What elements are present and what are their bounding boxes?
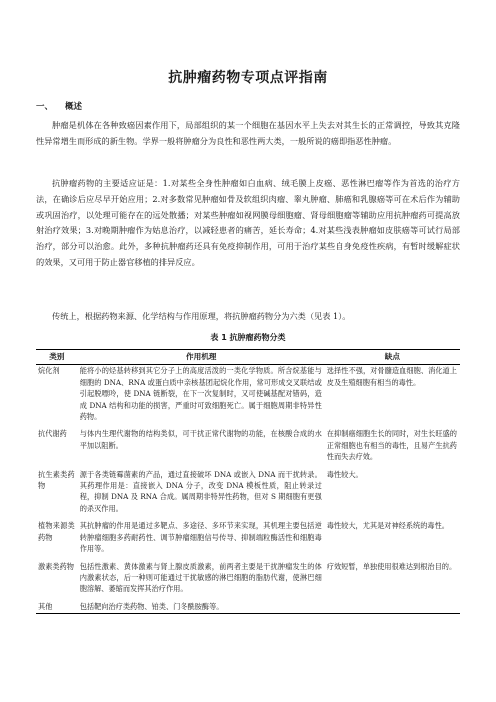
table-row: [36, 428, 460, 468]
cell-mechanism: 包括靶向治疗类药物、铂类、门冬酰胺酶等。: [78, 601, 325, 614]
cell-category: 抗代谢药: [38, 429, 67, 439]
section-title: 概述: [65, 102, 83, 112]
cell-mechanism: 与体内生理代谢物的结构类似，可干扰正常代谢物的功能，在核酸合成的水平加以阻断。: [79, 429, 322, 450]
table-row: [36, 365, 460, 429]
header-category: 类别: [36, 350, 78, 365]
table-caption: 表 1 抗肿瘤药物分类: [210, 333, 286, 342]
table-row: [36, 520, 460, 560]
header-mechanism: 作用机理: [78, 350, 325, 365]
cell-drawback: 选择性不强，对骨髓造血细胞、消化道上皮及生殖细胞有相当的毒性。: [326, 366, 457, 387]
table-row: [36, 601, 460, 614]
cell-mechanism: 其抗肿瘤的作用是通过多靶点、多途径、多环节来实现，其机理主要包括逆转肿瘤细胞多药耐药性、调节肿瘤细胞信号传导、抑制端粒酶活性和细胞毒作用等。: [79, 521, 322, 554]
drug-classification-table: [36, 349, 460, 614]
table-row: [36, 561, 460, 601]
paragraph-overview: 肿瘤是机体在各种致癌因素作用下，局部组织的某一个细胞在基因水平上失去对其生长的正常调控，导致其克隆性异常增生而形成的新生物。学界一般将肿瘤分为良性和恶性两大类，一般所说的癌即指恶性肿瘤。: [36, 120, 460, 146]
cell-mechanism: 源于各类链霉菌素的产品，通过直接破坏 DNA 或嵌入 DNA 而干扰转录。其药理作用是：直接嵌入 DNA 分子，改变 DNA 模板性质，阻止转录过程，抑制 DNA 及 RNA 合成。属周期非特异性药物，但对 S 期细胞有更强的杀灭作用。: [79, 469, 322, 513]
section-heading: [36, 101, 82, 113]
table-header-row: [36, 350, 460, 365]
cell-category: 其他: [36, 601, 78, 614]
cell-drawback: 毒性较大。: [326, 469, 363, 479]
cell-mechanism: 包括性激素、黄体激素与肾上腺皮质激素，前两者主要是干扰肿瘤发生的体内激素状态，后一种则可能通过干扰敏感的淋巴细胞的脂肪代谢，使淋巴细胞溶解、萎缩而发挥其治疗作用。: [79, 561, 322, 594]
cell-drawback: 疗效短暂，单独使用很难达到根治目的。: [326, 561, 457, 571]
cell-mechanism: 能将小的烃基转移到其它分子上的高度活泼的一类化学物质。所含烷基能与细胞的 DNA、RNA 或蛋白质中亲核基团起烷化作用，常可形成交叉联结或引起脱嘌呤，使 DNA 链断裂，在下一次复制时，又可使碱基配对错码，造成 DNA 结构和功能的损害，严重时可致细胞死亡。属于细胞周期非特异性药物。: [79, 366, 322, 422]
cell-category: 烷化剂: [38, 366, 60, 376]
paragraph-classification: 传统上，根据药物来源、化学结构与作用原理，将抗肿瘤药物分为六类（见表 1）。: [52, 311, 351, 321]
paragraph-indications: 抗肿瘤药物的主要适应证是：1.对某些全身性肿瘤如白血病、绒毛膜上皮癌、恶性淋巴瘤等作为首选的治疗方法，在确诊后应尽早开始应用；2.对多数常见肿瘤如骨及软组织肉瘤、睾丸肿瘤、肺癌和乳腺癌等可在术后作为辅助或巩固治疗，以处理可能存在的远处散播；对某些肿瘤如视网膜母细胞瘤、肾母细胞瘤等辅助应用抗肿瘤药可提高放射治疗效果；3.对晚期肿瘤作为姑息治疗，以减轻患者的痛苦，延长寿命；4.对某些浅表肿瘤如皮肤癌等可试行局部治疗，部分可以治愈。此外，多种抗肿瘤药还具有免疫抑制作用，可用于治疗某些自身免疫性疾病，有暂时缓解症状的效果，又可用于防止器官移植的排异反应。: [36, 178, 460, 267]
table-row: [36, 469, 460, 521]
cell-drawback: [325, 601, 460, 614]
document-title: 抗肿瘤药物专项点评指南: [168, 70, 328, 86]
cell-drawback: 在抑制癌细胞生长的同时，对生长旺盛的正常细胞也有相当的毒性，且易产生抗药性而失去疗效。: [326, 429, 457, 462]
cell-category: 抗生素类药物: [38, 469, 75, 491]
cell-drawback: 毒性较大，尤其是对神经系统的毒性。: [326, 521, 449, 531]
cell-category: 激素类药物: [38, 561, 74, 571]
header-drawback: 缺点: [325, 350, 460, 365]
cell-category: 植物来源类药物: [38, 521, 75, 542]
section-number: 一、: [36, 102, 54, 112]
